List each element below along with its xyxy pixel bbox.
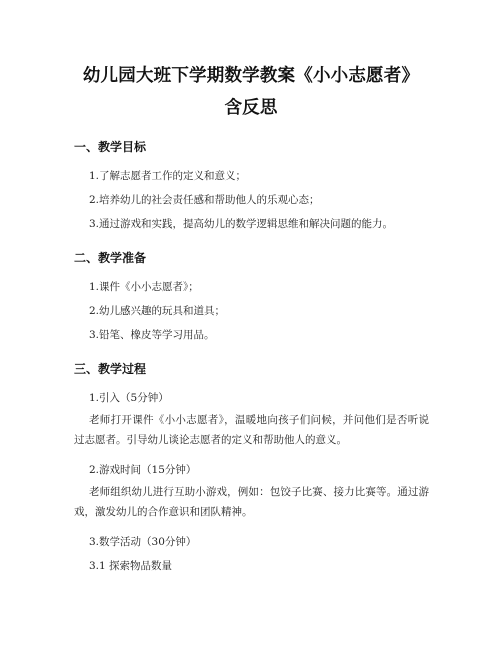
preparation-item-2: 2.幼儿感兴趣的玩具和道具； — [89, 305, 226, 317]
process-game-paragraph: 老师组织幼儿进行互助小游戏，例如：包饺子比赛、接力比赛等。通过游戏，激发幼儿的合作意识和团队精神。 — [74, 486, 429, 518]
process-step-game: 2.游戏时间（15分钟） — [89, 464, 197, 476]
objective-item-1: 1.了解志愿者工作的定义和意义； — [89, 170, 247, 182]
document-title-line1: 幼儿园大班下学期数学教案《小小志愿者》 — [82, 66, 420, 86]
section-heading-objectives: 一、教学目标 — [74, 140, 147, 154]
process-intro-paragraph: 老师打开课件《小小志愿者》，温暖地向孩子们问候，并问他们是否听说过志愿者。引导幼儿谈论志愿者的定义和帮助他人的意义。 — [74, 414, 429, 446]
preparation-item-3: 3.铅笔、橡皮等学习用品。 — [89, 329, 215, 341]
process-step-intro: 1.引入（5分钟） — [89, 392, 169, 404]
objective-item-2: 2.培养幼儿的社会责任感和帮助他人的乐观心态； — [89, 194, 320, 206]
process-step-math: 3.数学活动（30分钟） — [89, 536, 197, 548]
process-substep-explore: 3.1 探索物品数量 — [89, 560, 173, 572]
document-title-line2: 含反思 — [224, 98, 278, 118]
section-heading-preparation: 二、教学准备 — [74, 251, 147, 265]
objective-item-3: 3.通过游戏和实践，提高幼儿的数学逻辑思维和解决问题的能力。 — [89, 218, 394, 230]
section-heading-process: 三、教学过程 — [74, 362, 147, 376]
preparation-item-1: 1.课件《小小志愿者》； — [89, 281, 199, 293]
